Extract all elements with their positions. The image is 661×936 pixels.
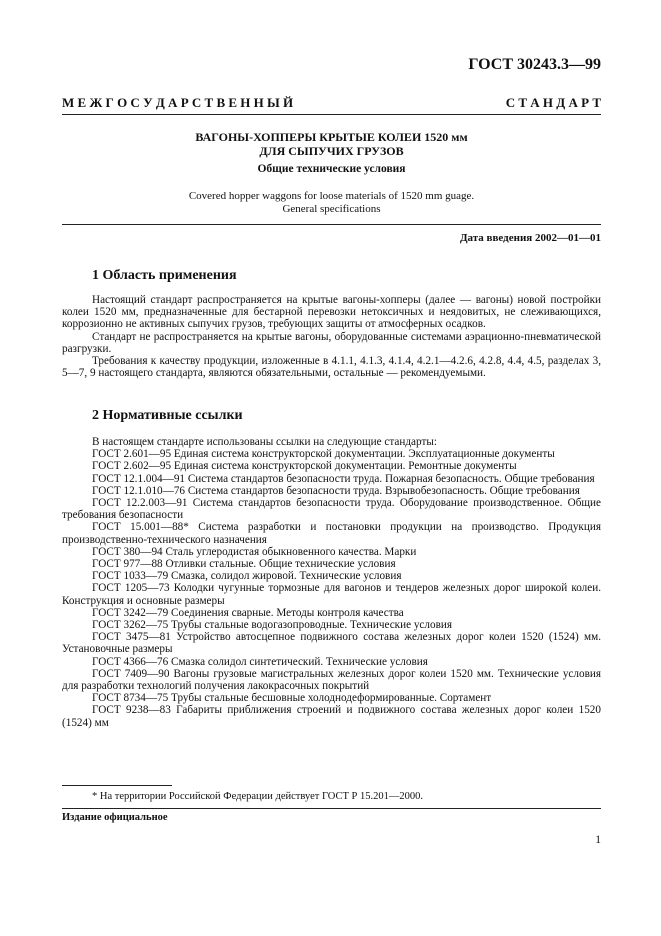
reference-item: ГОСТ 2.601—95 Единая система конструкторской документации. Эксплуатационные документы [92, 448, 555, 461]
english-title-line-2: General specifications [282, 203, 381, 215]
section-2-heading: 2 Нормативные ссылки [92, 408, 243, 423]
section-1-paragraph: Настоящий стандарт распространяется на крытые вагоны-хопперы (далее — вагоны) новой постройки колеи 1520 мм, предназначенные для бестарной перевозки нетоксичных и неядовитых, не слеживающихся, коррозионно не активных сыпучих грузов, требующих защиты от атмосферных осадков. [62, 294, 601, 331]
official-edition-label: Издание официальное [62, 812, 168, 823]
english-title [62, 190, 601, 216]
reference-item: ГОСТ 12.1.010—76 Система стандартов безопасности труда. Взрывобезопасность. Общие требования [92, 484, 580, 497]
header-divider [62, 114, 601, 115]
reference-item: ГОСТ 15.001—88* Система разработки и постановки продукции на производство. Продукция производственно-технического назначения [62, 521, 601, 546]
introduction-date: Дата введения 2002—01—01 [459, 232, 601, 244]
footer-divider [62, 808, 601, 809]
normative-references-list [62, 436, 601, 729]
banner-word-standard: С Т А Н Д А Р Т [505, 95, 601, 110]
footnote-divider [62, 785, 172, 786]
interstate-standard-banner [62, 95, 601, 111]
footnote: * На территории Российской Федерации действует ГОСТ Р 15.201—2000. [92, 791, 423, 802]
reference-item: ГОСТ 977—88 Отливки стальные. Общие технические условия [92, 558, 396, 571]
reference-item: ГОСТ 3475—81 Устройство автосцепное подвижного состава железных дорог колеи 1520 (1524) мм. Установочные размеры [62, 631, 601, 656]
title-line-1: ВАГОНЫ-ХОППЕРЫ КРЫТЫЕ КОЛЕИ 1520 мм [195, 130, 468, 144]
section-1-body [62, 294, 601, 379]
title-line-2: ДЛЯ СЫПУЧИХ ГРУЗОВ [259, 144, 404, 158]
reference-item: ГОСТ 9238—83 Габариты приближения строений и подвижного состава железных дорог колеи 1520 (1524) мм [62, 704, 601, 729]
references-intro: В настоящем стандарте использованы ссылки на следующие стандарты: [92, 436, 437, 448]
reference-item: ГОСТ 3242—79 Соединения сварные. Методы контроля качества [92, 606, 404, 619]
document-subtitle: Общие технические условия [257, 163, 406, 175]
reference-item: ГОСТ 380—94 Сталь углеродистая обыкновенного качества. Марки [92, 545, 417, 558]
reference-item: ГОСТ 7409—90 Вагоны грузовые магистральных железных дорог колеи 1520 мм. Технические условия для разработки технологий получения лакокрасочных покрытий [62, 667, 601, 693]
reference-item: ГОСТ 8734—75 Трубы стальные бесшовные холоднодеформированные. Сортамент [92, 692, 492, 705]
reference-item: ГОСТ 1033—79 Смазка, солидол жировой. Технические условия [92, 570, 402, 583]
title-divider [62, 224, 601, 225]
reference-item: ГОСТ 1205—73 Колодки чугунные тормозные для вагонов и тендеров железных дорог широкой колеи. Конструкция и основные размеры [62, 582, 601, 607]
english-title-line-1: Covered hopper waggons for loose materials of 1520 mm guage. [188, 190, 475, 202]
document-title [62, 130, 601, 158]
section-1-paragraph: Требования к качеству продукции, изложенные в 4.1.1, 4.1.3, 4.1.4, 4.2.1—4.2.6, 4.2.8, 4.4, 4.5, разделах 3, 5—7, 9 настоящего стандарта, являются обязательными, остальные — рекомендуемыми. [62, 355, 601, 380]
section-1-heading: 1 Область применения [92, 268, 237, 283]
page-number: 1 [595, 834, 601, 846]
banner-word-interstate: М Е Ж Г О С У Д А Р С Т В Е Н Н Ы Й [62, 95, 294, 110]
reference-item: ГОСТ 12.2.003—91 Система стандартов безопасности труда. Оборудование производственное. Общие требования безопасности [62, 497, 601, 522]
gost-code: ГОСТ 30243.3—99 [468, 56, 601, 73]
reference-item: ГОСТ 12.1.004—91 Система стандартов безопасности труда. Пожарная безопасность. Общие требования [92, 472, 595, 485]
reference-item: ГОСТ 4366—76 Смазка солидол синтетический. Технические условия [92, 655, 428, 668]
section-1-paragraph: Стандарт не распространяется на крытые вагоны, оборудованные системами аэрационно-пневматической разгрузки. [62, 330, 601, 355]
reference-item: ГОСТ 2.602—95 Единая система конструкторской документации. Ремонтные документы [92, 460, 517, 473]
reference-item: ГОСТ 3262—75 Трубы стальные водогазопроводные. Технические условия [92, 619, 452, 632]
